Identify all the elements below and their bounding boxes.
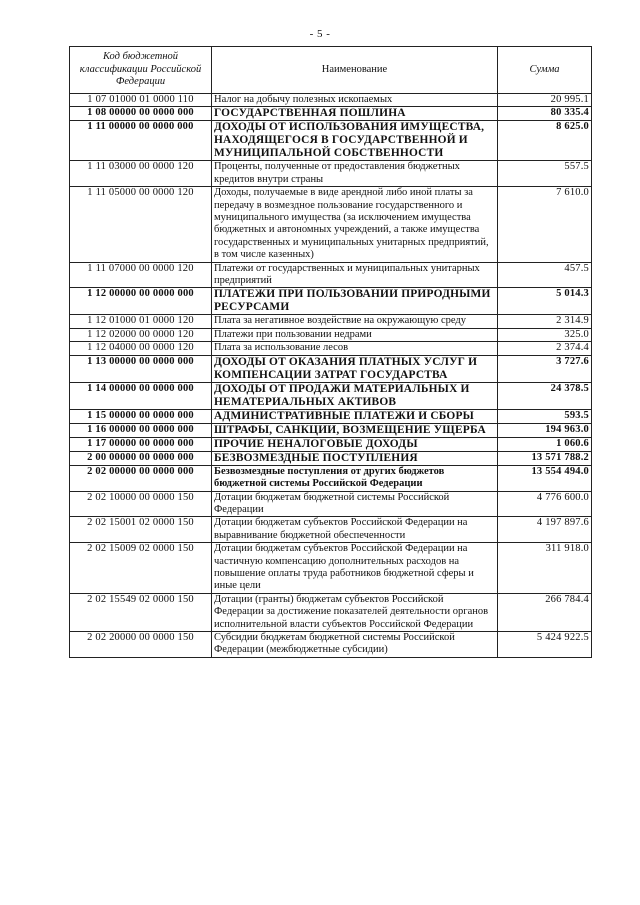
row-name-cell: Безвозмездные поступления от других бюджетов бюджетной системы Российской Федерации — [212, 465, 498, 491]
row-sum-cell: 20 995.1 — [498, 94, 592, 107]
row-name-cell: ДОХОДЫ ОТ ПРОДАЖИ МАТЕРИАЛЬНЫХ И НЕМАТЕРИАЛЬНЫХ АКТИВОВ — [212, 382, 498, 409]
row-name-cell: ДОХОДЫ ОТ ИСПОЛЬЗОВАНИЯ ИМУЩЕСТВА, НАХОДЯЩЕГОСЯ В ГОСУДАРСТВЕННОЙ И МУНИЦИПАЛЬНОЙ СОБСТВЕННОСТИ — [212, 121, 498, 161]
table-row — [70, 107, 592, 121]
table-row — [70, 187, 592, 262]
row-name-cell: Дотации бюджетам субъектов Российской Федерации на выравнивание бюджетной обеспеченности — [212, 517, 498, 543]
row-sum-cell: 2 314.9 — [498, 315, 592, 328]
row-sum-cell: 4 776 600.0 — [498, 491, 592, 517]
row-name-cell: ДОХОДЫ ОТ ОКАЗАНИЯ ПЛАТНЫХ УСЛУГ И КОМПЕНСАЦИИ ЗАТРАТ ГОСУДАРСТВА — [212, 355, 498, 382]
page-number: - 5 - — [309, 28, 331, 40]
row-code-cell: 1 11 07000 00 0000 120 — [70, 262, 212, 288]
row-sum-cell: 457.5 — [498, 262, 592, 288]
row-code-cell: 1 11 05000 00 0000 120 — [70, 187, 212, 262]
row-code-cell: 1 11 00000 00 0000 000 — [70, 121, 212, 161]
table-row — [70, 631, 592, 657]
row-name-cell: Платежи при пользовании недрами — [212, 328, 498, 341]
table-row — [70, 423, 592, 437]
row-sum-cell: 24 378.5 — [498, 382, 592, 409]
row-name-cell: БЕЗВОЗМЕЗДНЫЕ ПОСТУПЛЕНИЯ — [212, 451, 498, 465]
row-sum-cell: 13 554 494.0 — [498, 465, 592, 491]
table-body — [70, 94, 592, 658]
row-code-cell: 1 13 00000 00 0000 000 — [70, 355, 212, 382]
row-name-cell: Дотации (гранты) бюджетам субъектов Российской Федерации за достижение показателей деятельности органов исполнительной власти субъектов Российской Федерации — [212, 593, 498, 631]
table-row — [70, 543, 592, 594]
row-sum-cell: 5 424 922.5 — [498, 631, 592, 657]
row-name-cell: ПРОЧИЕ НЕНАЛОГОВЫЕ ДОХОДЫ — [212, 437, 498, 451]
row-code-cell: 1 12 04000 00 0000 120 — [70, 342, 212, 355]
column-header-code: Код бюджетной классификации Российской Федерации — [70, 47, 212, 94]
row-code-cell: 1 12 01000 01 0000 120 — [70, 315, 212, 328]
row-name-cell: Субсидии бюджетам бюджетной системы Российской Федерации (межбюджетные субсидии) — [212, 631, 498, 657]
row-name-cell: Дотации бюджетам субъектов Российской Федерации на частичную компенсацию дополнительных расходов на повышение оплаты труда работников бюджетной сферы и иные цели — [212, 543, 498, 594]
row-name-cell: Дотации бюджетам бюджетной системы Российской Федерации — [212, 491, 498, 517]
table-row — [70, 262, 592, 288]
table-row — [70, 593, 592, 631]
row-sum-cell: 8 625.0 — [498, 121, 592, 161]
table-row — [70, 465, 592, 491]
row-sum-cell: 80 335.4 — [498, 107, 592, 121]
table-row — [70, 315, 592, 328]
table-row — [70, 342, 592, 355]
row-code-cell: 1 07 01000 01 0000 110 — [70, 94, 212, 107]
row-code-cell: 1 15 00000 00 0000 000 — [70, 409, 212, 423]
row-sum-cell: 13 571 788.2 — [498, 451, 592, 465]
row-sum-cell: 311 918.0 — [498, 543, 592, 594]
row-name-cell: ШТРАФЫ, САНКЦИИ, ВОЗМЕЩЕНИЕ УЩЕРБА — [212, 423, 498, 437]
row-code-cell: 2 00 00000 00 0000 000 — [70, 451, 212, 465]
row-name-cell: Налог на добычу полезных ископаемых — [212, 94, 498, 107]
row-code-cell: 1 12 00000 00 0000 000 — [70, 288, 212, 315]
row-code-cell: 2 02 00000 00 0000 000 — [70, 465, 212, 491]
table-row — [70, 517, 592, 543]
row-sum-cell: 1 060.6 — [498, 437, 592, 451]
row-sum-cell: 7 610.0 — [498, 187, 592, 262]
table-header-row — [70, 47, 592, 94]
row-code-cell: 2 02 15549 02 0000 150 — [70, 593, 212, 631]
table-row — [70, 94, 592, 107]
row-name-cell: ГОСУДАРСТВЕННАЯ ПОШЛИНА — [212, 107, 498, 121]
row-sum-cell: 325.0 — [498, 328, 592, 341]
row-code-cell: 1 14 00000 00 0000 000 — [70, 382, 212, 409]
table-row — [70, 451, 592, 465]
row-sum-cell: 266 784.4 — [498, 593, 592, 631]
row-name-cell: Плата за использование лесов — [212, 342, 498, 355]
row-name-cell: Проценты, полученные от предоставления бюджетных кредитов внутри страны — [212, 161, 498, 187]
column-header-sum: Сумма — [498, 47, 592, 94]
row-name-cell: Доходы, получаемые в виде арендной либо иной платы за передачу в возмездное пользование государственного и муниципального имущества (за исключением имущества бюджетных и автономных учреждений, а также имущества государственных и муниципальных унитарных предприятий, в том числе казенных) — [212, 187, 498, 262]
row-code-cell: 2 02 15001 02 0000 150 — [70, 517, 212, 543]
row-sum-cell: 2 374.4 — [498, 342, 592, 355]
budget-table — [69, 46, 592, 658]
row-code-cell: 1 08 00000 00 0000 000 — [70, 107, 212, 121]
row-name-cell: Платежи от государственных и муниципальных унитарных предприятий — [212, 262, 498, 288]
row-code-cell: 1 16 00000 00 0000 000 — [70, 423, 212, 437]
table-row — [70, 437, 592, 451]
row-code-cell: 2 02 10000 00 0000 150 — [70, 491, 212, 517]
row-sum-cell: 4 197 897.6 — [498, 517, 592, 543]
table-row — [70, 355, 592, 382]
row-sum-cell: 557.5 — [498, 161, 592, 187]
row-name-cell: ПЛАТЕЖИ ПРИ ПОЛЬЗОВАНИИ ПРИРОДНЫМИ РЕСУРСАМИ — [212, 288, 498, 315]
row-code-cell: 1 11 03000 00 0000 120 — [70, 161, 212, 187]
column-header-name: Наименование — [212, 47, 498, 94]
table-row — [70, 409, 592, 423]
row-sum-cell: 5 014.3 — [498, 288, 592, 315]
table-row — [70, 121, 592, 161]
row-sum-cell: 593.5 — [498, 409, 592, 423]
row-name-cell: АДМИНИСТРАТИВНЫЕ ПЛАТЕЖИ И СБОРЫ — [212, 409, 498, 423]
row-code-cell: 2 02 20000 00 0000 150 — [70, 631, 212, 657]
table-row — [70, 491, 592, 517]
row-code-cell: 1 12 02000 00 0000 120 — [70, 328, 212, 341]
table-row — [70, 288, 592, 315]
row-sum-cell: 3 727.6 — [498, 355, 592, 382]
table-row — [70, 161, 592, 187]
table-row — [70, 382, 592, 409]
row-code-cell: 2 02 15009 02 0000 150 — [70, 543, 212, 594]
row-code-cell: 1 17 00000 00 0000 000 — [70, 437, 212, 451]
table-row — [70, 328, 592, 341]
row-sum-cell: 194 963.0 — [498, 423, 592, 437]
row-name-cell: Плата за негативное воздействие на окружающую среду — [212, 315, 498, 328]
